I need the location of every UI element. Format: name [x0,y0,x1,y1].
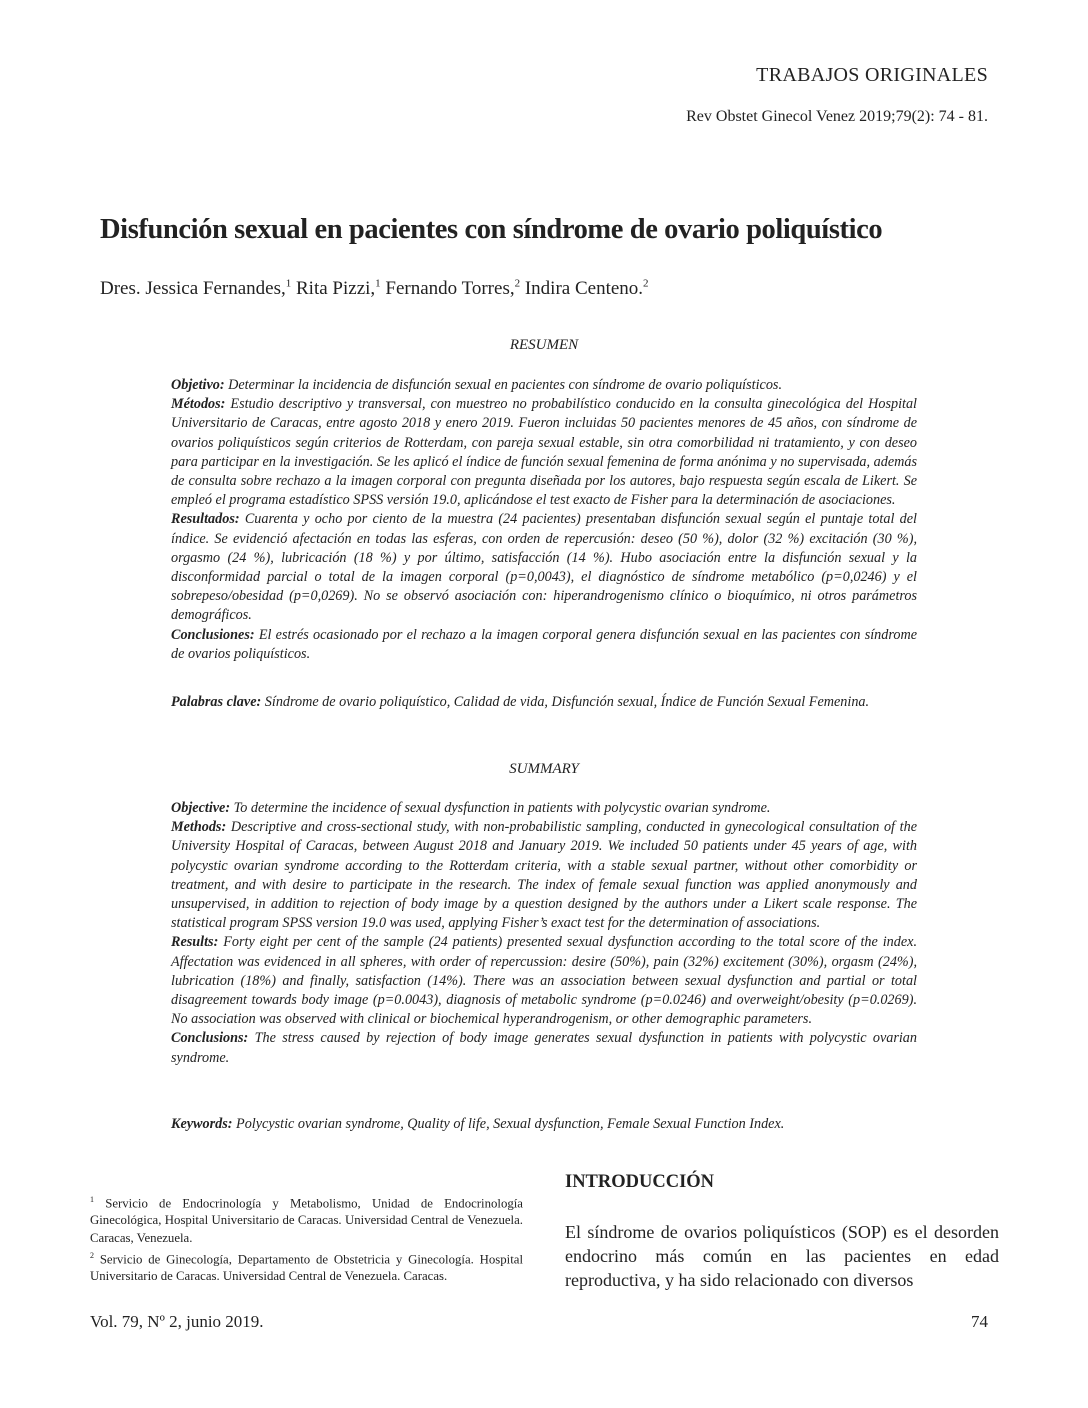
footnote-2: $^2$ Servicio de Ginecología, Departamento de Obstetricia y Ginecología. Hospital Universitario de Caracas. Universidad Central de Venezuela. Caracas. [90,1250,523,1284]
introduction-text: El síndrome de ovarios poliquísticos (SOP) es el desorden endocrino más común en las pacientes en edad reproductiva, y ha sido relacionado con diversos [565,1222,999,1290]
affiliation-footnotes [90,1191,523,1286]
journal-citation: Rev Obstet Ginecol Venez 2019;79(2): 74 - 81. [686,108,988,125]
summary-heading: SUMMARY [509,761,579,777]
resumen-keywords: Palabras clave: Síndrome de ovario poliquístico, Calidad de vida, Disfunción sexual, Índice de Función Sexual Femenina. [171,694,870,710]
resumen-conclusions: Conclusiones: El estrés ocasionado por el rechazo a la imagen corporal genera disfunción sexual en las pacientes con síndrome de ovarios poliquísticos. [171,626,917,662]
summary-conclusions: Conclusions: The stress caused by rejection of body image generates sexual dysfunction in patients with polycystic ovarian syndrome. [171,1030,917,1066]
summary-body [171,799,917,1068]
section-label: TRABAJOS ORIGINALES [756,64,988,86]
issue-footer: Vol. 79, Nº 2, junio 2019. [90,1312,264,1331]
author-3: Fernando Torres,$^2$ [385,278,521,300]
resumen-methods: Métodos: Estudio descriptivo y transversal, con muestreo no probabilístico conducido en la consulta ginecológica del Hospital Universitario de Caracas, entre agosto 2018 y enero 2019. Fueron incluidas 50 pacientes menores de 45 años, con síndrome de ovarios poliquísticos según criterios de Rotterdam, con pareja sexual estable, sin otra comorbilidad ni tratamiento, y con deseo para participar en la investigación. Se les aplicó el índice de función sexual femenina de forma anónima y no supervisada, además de consulta sobre rechazo a la imagen corporal con pregunta diseñada por los autores, bajo respuesta según escala de Likert. Se empleó el programa estadístico SPSS versión 19.0, aplicándose el test exacto de Fisher para la determinación de asociaciones. [171,396,917,509]
resumen-body [171,376,917,664]
affiliation-mark: 2 [643,278,649,290]
resumen-heading: RESUMEN [509,337,579,353]
introduction-heading: INTRODUCCIÓN [565,1172,715,1192]
summary-objective: Objective: To determine the incidence of sexual dysfunction in patients with polycystic ovarian syndrome. [171,800,771,816]
footnote-1: $^1$ Servicio de Endocrinología y Metabolismo, Unidad de Endocrinología Ginecológica, Hospital Universitario de Caracas. Universidad Central de Venezuela. Caracas, Venezuela. [90,1195,523,1245]
author-list [100,278,649,300]
summary-results: Results: Forty eight per cent of the sample (24 patients) presented sexual dysfunction according to the total score of the index. Affectation was evidenced in all spheres, with order of repercussion: desire (50%), pain (32%) excitement (30%), orgasm (24%), lubrication (18%) and finally, satisfaction (14%). There was an association between sexual dysfunction and partial or total disagreement towards body image (p=0.0043), diagnosis of metabolic syndrome (p=0.0246) and overweight/obesity (p=0.0269). No association was observed with clinical or biochemical hyperandrogenism, or other demographic parameters. [171,934,917,1028]
author-4: Indira Centeno.$^2$ [524,278,649,300]
affiliation-mark: 1 [375,278,381,290]
summary-methods: Methods: Descriptive and cross-sectional study, with non-probabilistic sampling, conducted in gynecological consultation of the University Hospital of Caracas, between August 2018 and January 2019. We included 50 patients under 45 years of age, with polycystic ovarian syndrome according to the Rotterdam criteria, with a stable sexual partner, without other comorbidity or treatment, and with desire to participate in the research. The index of female sexual function was applied anonymously and unsupervised, in addition to rejection of body image by a question designed by the authors under a Likert scale response. The statistical program SPSS version 19.0 was used, applying Fisher’s exact test for the determination of associations. [171,819,917,932]
resumen-results: Resultados: Cuarenta y ocho por ciento de la muestra (24 pacientes) presentaban disfunción sexual según el puntaje total del índice. Se evidenció afectación en todas las esferas, con orden de repercusión: deseo (50 %), dolor (32 %) excitación (30 %), orgasmo (24 %), lubricación (18 %) y por último, satisfacción (14 %). Hubo asociación entre la disfunción sexual y la disconformidad parcial o total de la imagen corporal (p=0,0043), el diagnóstico de síndrome metabólico (p=0,0246) y el sobrepeso/obesidad (p=0,0269). No se observó asociación con: hiperandrogenismo clínico o bioquímico, ni otros parámetros demográficos. [171,511,917,624]
summary-keywords: Keywords: Polycystic ovarian syndrome, Quality of life, Sexual dysfunction, Female Sexual Function Index. [171,1116,785,1132]
author-2: Rita Pizzi,$^1$ [296,278,381,300]
resumen-objective: Objetivo: Determinar la incidencia de disfunción sexual en pacientes con síndrome de ovario poliquísticos. [171,377,782,393]
author-1: Dres. Jessica Fernandes,$^1$ [100,278,292,300]
article-title: Disfunción sexual en pacientes con síndrome de ovario poliquístico [100,214,883,245]
page-number: 74 [971,1312,988,1331]
affiliation-mark: 1 [285,278,292,290]
affiliation-mark: 2 [514,278,521,290]
